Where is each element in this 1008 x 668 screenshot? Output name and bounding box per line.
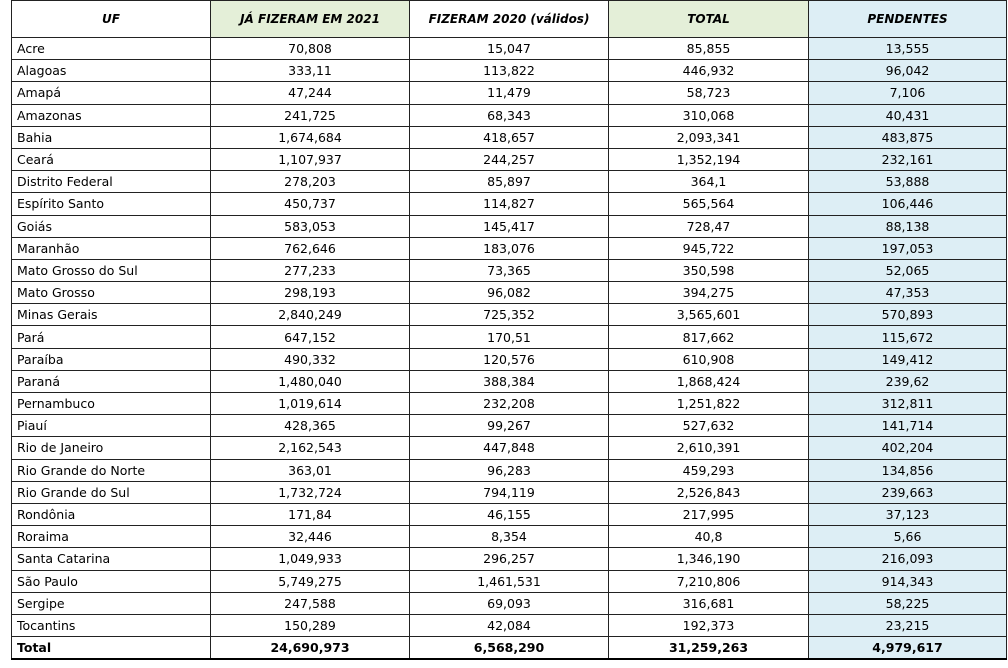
- cell-pendentes[interactable]: 312,811: [809, 393, 1007, 415]
- cell-pendentes[interactable]: 23,215: [809, 614, 1007, 636]
- cell-total[interactable]: 817,662: [609, 326, 809, 348]
- cell-fizeram-2020[interactable]: 11,479: [410, 82, 609, 104]
- cell-fizeram-2020[interactable]: 447,848: [410, 437, 609, 459]
- cell-fizeram-2020[interactable]: 183,076: [410, 237, 609, 259]
- cell-pendentes[interactable]: 5,66: [809, 526, 1007, 548]
- table-row: [12, 459, 1007, 481]
- cell-uf[interactable]: Rio Grande do Norte: [12, 459, 211, 481]
- cell-total[interactable]: 527,632: [609, 415, 809, 437]
- cell-uf[interactable]: Pará: [12, 326, 211, 348]
- cell-uf[interactable]: Rio de Janeiro: [12, 437, 211, 459]
- cell-fizeram-2020[interactable]: 8,354: [410, 526, 609, 548]
- cell-uf[interactable]: Goiás: [12, 215, 211, 237]
- cell-total[interactable]: 446,932: [609, 60, 809, 82]
- cell-pendentes[interactable]: 58,225: [809, 592, 1007, 614]
- cell-total[interactable]: 350,598: [609, 259, 809, 281]
- cell-fizeram-2020[interactable]: 296,257: [410, 548, 609, 570]
- cell-total[interactable]: 217,995: [609, 503, 809, 525]
- table-row: [12, 370, 1007, 392]
- cell-ja-fizeram-2021[interactable]: 450,737: [211, 193, 410, 215]
- cell-uf[interactable]: São Paulo: [12, 570, 211, 592]
- cell-total[interactable]: 2,093,341: [609, 126, 809, 148]
- cell-ja-fizeram-2021[interactable]: 2,162,543: [211, 437, 410, 459]
- cell-total[interactable]: 2,610,391: [609, 437, 809, 459]
- table-row: [12, 548, 1007, 570]
- table-body: [12, 38, 1007, 660]
- cell-ja-fizeram-2021[interactable]: 490,332: [211, 348, 410, 370]
- cell-ja-fizeram-2021[interactable]: 583,053: [211, 215, 410, 237]
- table-row: [12, 526, 1007, 548]
- cell-uf[interactable]: Ceará: [12, 148, 211, 170]
- table-row: [12, 614, 1007, 636]
- table-row: [12, 503, 1007, 525]
- cell-pendentes[interactable]: 88,138: [809, 215, 1007, 237]
- cell-ja-fizeram-2021[interactable]: 150,289: [211, 614, 410, 636]
- cell-ja-fizeram-2021[interactable]: 1,019,614: [211, 393, 410, 415]
- table-row: [12, 82, 1007, 104]
- cell-pendentes[interactable]: 115,672: [809, 326, 1007, 348]
- cell-ja-fizeram-2021[interactable]: 762,646: [211, 237, 410, 259]
- cell-pendentes[interactable]: 914,343: [809, 570, 1007, 592]
- cell-pendentes[interactable]: 232,161: [809, 148, 1007, 170]
- cell-pendentes[interactable]: 239,663: [809, 481, 1007, 503]
- cell-fizeram-2020[interactable]: 388,384: [410, 370, 609, 392]
- cell-ja-fizeram-2021[interactable]: 1,480,040: [211, 370, 410, 392]
- cell-total[interactable]: 610,908: [609, 348, 809, 370]
- cell-pendentes[interactable]: 13,555: [809, 38, 1007, 60]
- table-row: [12, 215, 1007, 237]
- cell-uf[interactable]: Rio Grande do Sul: [12, 481, 211, 503]
- cell-ja-fizeram-2021[interactable]: 241,725: [211, 104, 410, 126]
- cell-pendentes[interactable]: 570,893: [809, 304, 1007, 326]
- cell-total[interactable]: 394,275: [609, 282, 809, 304]
- cell-fizeram-2020[interactable]: 73,365: [410, 259, 609, 281]
- cell-uf[interactable]: Bahia: [12, 126, 211, 148]
- cell-uf[interactable]: Mato Grosso do Sul: [12, 259, 211, 281]
- cell-fizeram-2020[interactable]: 418,657: [410, 126, 609, 148]
- cell-uf[interactable]: Rondônia: [12, 503, 211, 525]
- cell-pendentes[interactable]: 4,979,617: [809, 637, 1007, 660]
- cell-pendentes[interactable]: 47,353: [809, 282, 1007, 304]
- cell-ja-fizeram-2021[interactable]: 647,152: [211, 326, 410, 348]
- cell-ja-fizeram-2021[interactable]: 298,193: [211, 282, 410, 304]
- table-row: [12, 259, 1007, 281]
- header-ja-fizeram-2021[interactable]: JÁ FIZERAM EM 2021: [211, 1, 410, 38]
- cell-total[interactable]: 565,564: [609, 193, 809, 215]
- cell-ja-fizeram-2021[interactable]: 24,690,973: [211, 637, 410, 660]
- cell-pendentes[interactable]: 402,204: [809, 437, 1007, 459]
- cell-fizeram-2020[interactable]: 15,047: [410, 38, 609, 60]
- cell-pendentes[interactable]: 7,106: [809, 82, 1007, 104]
- cell-total[interactable]: 7,210,806: [609, 570, 809, 592]
- cell-fizeram-2020[interactable]: 113,822: [410, 60, 609, 82]
- cell-ja-fizeram-2021[interactable]: 171,84: [211, 503, 410, 525]
- cell-uf[interactable]: Mato Grosso: [12, 282, 211, 304]
- cell-fizeram-2020[interactable]: 6,568,290: [410, 637, 609, 660]
- cell-uf[interactable]: Alagoas: [12, 60, 211, 82]
- cell-ja-fizeram-2021[interactable]: 1,732,724: [211, 481, 410, 503]
- cell-total[interactable]: 40,8: [609, 526, 809, 548]
- cell-uf[interactable]: Tocantins: [12, 614, 211, 636]
- cell-ja-fizeram-2021[interactable]: 278,203: [211, 171, 410, 193]
- cell-pendentes[interactable]: 96,042: [809, 60, 1007, 82]
- cell-ja-fizeram-2021[interactable]: 5,749,275: [211, 570, 410, 592]
- cell-pendentes[interactable]: 149,412: [809, 348, 1007, 370]
- header-total[interactable]: TOTAL: [609, 1, 809, 38]
- cell-pendentes[interactable]: 53,888: [809, 171, 1007, 193]
- cell-ja-fizeram-2021[interactable]: 47,244: [211, 82, 410, 104]
- table-row: [12, 60, 1007, 82]
- total-row: [12, 637, 1007, 660]
- table-row: [12, 237, 1007, 259]
- data-table: [11, 0, 1007, 660]
- cell-pendentes[interactable]: 483,875: [809, 126, 1007, 148]
- header-pendentes[interactable]: PENDENTES: [809, 1, 1007, 38]
- cell-total[interactable]: 3,565,601: [609, 304, 809, 326]
- table-row: [12, 171, 1007, 193]
- cell-pendentes[interactable]: 141,714: [809, 415, 1007, 437]
- table-row: [12, 570, 1007, 592]
- cell-fizeram-2020[interactable]: 46,155: [410, 503, 609, 525]
- cell-ja-fizeram-2021[interactable]: 277,233: [211, 259, 410, 281]
- cell-fizeram-2020[interactable]: 120,576: [410, 348, 609, 370]
- cell-ja-fizeram-2021[interactable]: 32,446: [211, 526, 410, 548]
- table-row: [12, 592, 1007, 614]
- cell-uf[interactable]: Espírito Santo: [12, 193, 211, 215]
- cell-fizeram-2020[interactable]: 170,51: [410, 326, 609, 348]
- table-row: [12, 481, 1007, 503]
- cell-pendentes[interactable]: 106,446: [809, 193, 1007, 215]
- cell-fizeram-2020[interactable]: 232,208: [410, 393, 609, 415]
- table-row: [12, 437, 1007, 459]
- cell-ja-fizeram-2021[interactable]: 1,107,937: [211, 148, 410, 170]
- cell-fizeram-2020[interactable]: 69,093: [410, 592, 609, 614]
- cell-uf[interactable]: Piauí: [12, 415, 211, 437]
- cell-fizeram-2020[interactable]: 96,283: [410, 459, 609, 481]
- cell-fizeram-2020[interactable]: 145,417: [410, 215, 609, 237]
- cell-pendentes[interactable]: 216,093: [809, 548, 1007, 570]
- cell-total[interactable]: 728,47: [609, 215, 809, 237]
- cell-fizeram-2020[interactable]: 244,257: [410, 148, 609, 170]
- cell-uf[interactable]: Amazonas: [12, 104, 211, 126]
- cell-total[interactable]: 31,259,263: [609, 637, 809, 660]
- table-row: [12, 38, 1007, 60]
- cell-uf[interactable]: Pernambuco: [12, 393, 211, 415]
- cell-total[interactable]: 1,346,190: [609, 548, 809, 570]
- table-row: [12, 193, 1007, 215]
- table-row: [12, 348, 1007, 370]
- cell-fizeram-2020[interactable]: 85,897: [410, 171, 609, 193]
- table-row: [12, 282, 1007, 304]
- cell-total[interactable]: 192,373: [609, 614, 809, 636]
- cell-pendentes[interactable]: 37,123: [809, 503, 1007, 525]
- cell-uf[interactable]: Paraná: [12, 370, 211, 392]
- cell-ja-fizeram-2021[interactable]: 1,674,684: [211, 126, 410, 148]
- cell-ja-fizeram-2021[interactable]: 70,808: [211, 38, 410, 60]
- table-row: [12, 415, 1007, 437]
- cell-uf[interactable]: Acre: [12, 38, 211, 60]
- cell-pendentes[interactable]: 239,62: [809, 370, 1007, 392]
- cell-total[interactable]: 316,681: [609, 592, 809, 614]
- cell-total[interactable]: 364,1: [609, 171, 809, 193]
- cell-uf[interactable]: Roraima: [12, 526, 211, 548]
- table-row: [12, 393, 1007, 415]
- cell-fizeram-2020[interactable]: 99,267: [410, 415, 609, 437]
- cell-uf[interactable]: Paraíba: [12, 348, 211, 370]
- cell-pendentes[interactable]: 197,053: [809, 237, 1007, 259]
- cell-uf[interactable]: Distrito Federal: [12, 171, 211, 193]
- cell-uf[interactable]: Amapá: [12, 82, 211, 104]
- cell-pendentes[interactable]: 52,065: [809, 259, 1007, 281]
- cell-uf[interactable]: Total: [12, 637, 211, 660]
- cell-total[interactable]: 2,526,843: [609, 481, 809, 503]
- cell-uf[interactable]: Santa Catarina: [12, 548, 211, 570]
- cell-fizeram-2020[interactable]: 725,352: [410, 304, 609, 326]
- cell-fizeram-2020[interactable]: 96,082: [410, 282, 609, 304]
- table-row: [12, 104, 1007, 126]
- cell-ja-fizeram-2021[interactable]: 333,11: [211, 60, 410, 82]
- cell-ja-fizeram-2021[interactable]: 363,01: [211, 459, 410, 481]
- cell-uf[interactable]: Maranhão: [12, 237, 211, 259]
- cell-fizeram-2020[interactable]: 114,827: [410, 193, 609, 215]
- cell-total[interactable]: 1,868,424: [609, 370, 809, 392]
- cell-ja-fizeram-2021[interactable]: 1,049,933: [211, 548, 410, 570]
- cell-fizeram-2020[interactable]: 794,119: [410, 481, 609, 503]
- cell-ja-fizeram-2021[interactable]: 247,588: [211, 592, 410, 614]
- cell-fizeram-2020[interactable]: 68,343: [410, 104, 609, 126]
- cell-total[interactable]: 58,723: [609, 82, 809, 104]
- cell-fizeram-2020[interactable]: 1,461,531: [410, 570, 609, 592]
- cell-total[interactable]: 945,722: [609, 237, 809, 259]
- header-fizeram-2020[interactable]: FIZERAM 2020 (válidos): [410, 1, 609, 38]
- table-row: [12, 304, 1007, 326]
- cell-total[interactable]: 1,352,194: [609, 148, 809, 170]
- cell-total[interactable]: 1,251,822: [609, 393, 809, 415]
- header-uf[interactable]: UF: [12, 1, 211, 38]
- cell-total[interactable]: 310,068: [609, 104, 809, 126]
- cell-total[interactable]: 459,293: [609, 459, 809, 481]
- table-row: [12, 326, 1007, 348]
- cell-fizeram-2020[interactable]: 42,084: [410, 614, 609, 636]
- cell-ja-fizeram-2021[interactable]: 2,840,249: [211, 304, 410, 326]
- cell-pendentes[interactable]: 134,856: [809, 459, 1007, 481]
- cell-total[interactable]: 85,855: [609, 38, 809, 60]
- cell-pendentes[interactable]: 40,431: [809, 104, 1007, 126]
- table-row: [12, 126, 1007, 148]
- cell-uf[interactable]: Sergipe: [12, 592, 211, 614]
- header-row: [12, 1, 1007, 38]
- cell-ja-fizeram-2021[interactable]: 428,365: [211, 415, 410, 437]
- table-row: [12, 148, 1007, 170]
- cell-uf[interactable]: Minas Gerais: [12, 304, 211, 326]
